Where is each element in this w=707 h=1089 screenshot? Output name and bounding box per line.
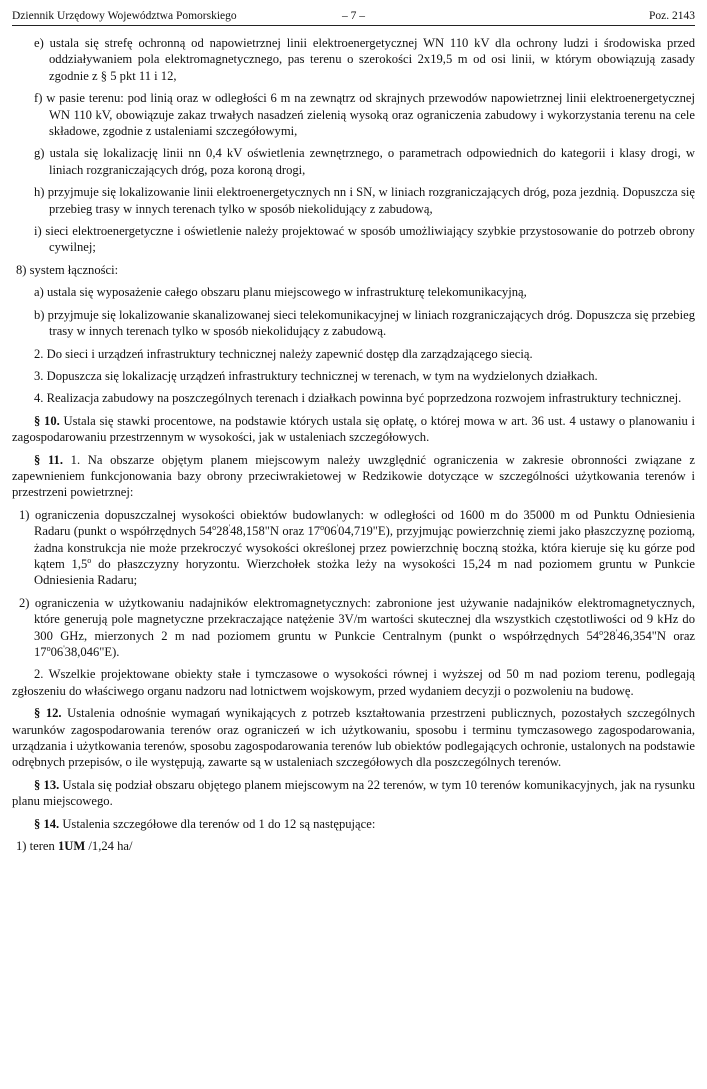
document-body <box>12 35 695 854</box>
list-item: e) ustala się strefę ochronną od napowietrznej linii elektroenergetycznej WN 110 kV dla ochrony ludzi i środowiska przed oddziaływaniem pola elektromagnetycznego, pas terenu o szerokości 2x19,5 m od osi linii, w którym obowiązują zasady zgodnie z § 5 pkt 11 i 12, <box>34 36 695 83</box>
list-item: g) ustala się lokalizację linii nn 0,4 kV oświetlenia zewnętrznego, o parametrach odpowiednich do kategorii i klasy drogi, w liniach rozgraniczających dróg, poza koroną drogi, <box>34 146 695 177</box>
paragraph: 4. Realizacja zabudowy na poszczególnych terenach i działkach powinna być poprzedzona rozwojem infrastruktury technicznej. <box>34 391 682 406</box>
list-item: f) w pasie terenu: pod linią oraz w odległości 6 m na zewnątrz od skrajnych przewodów napowietrznej linii elektroenergetycznej WN 110 kV, obowiązuje zakaz trwałych nasadzeń zielenią wysoką oraz ograniczenia zabudowy i wykorzystania terenu na cele składowe, zgodnie z ustaleniami szczegółowymi, <box>34 91 695 139</box>
list-item-last: 1) teren 1UM /1,24 ha/ <box>16 839 133 854</box>
list-item: i) sieci elektroenergetyczne i oświetlenie należy projektować w sposób umożliwiający szybkie przystosowanie do potrzeb obrony cywilnej; <box>34 224 695 255</box>
page-header <box>12 10 695 26</box>
list-item: h) przyjmuje się lokalizowanie linii elektroenergetycznych nn i SN, w liniach rozgraniczających dróg, poza jezdnią. Dopuszcza się przebieg trasy w innych terenach tylko w sposób niekolidujący z zabudową, <box>34 185 695 216</box>
section-10: § 10. Ustala się stawki procentowe, na podstawie których ustala się opłatę, o której mowa w art. 36 ust. 4 ustawy o planowaniu i zagospodarowaniu przestrzennym w wysokości, jak w ustaleniach szczegółowych. <box>12 413 695 445</box>
list-item-system: 8) system łączności: <box>16 262 119 277</box>
page-number: – 7 – <box>342 10 365 22</box>
paragraph: 3. Dopuszcza się lokalizację urządzeń infrastruktury technicznej w terenach, w tym na wydzielonych działkach. <box>34 368 598 383</box>
section-12: § 12. Ustalenia odnośnie wymagań wynikających z potrzeb kształtowania przestrzeni publicznych, pozostałych szczególnych warunków zagospodarowania terenów oraz ograniczeń w ich użytkowaniu, sposobu i terminu tymczasowego zagospodarowania, urządzania i użytkowania terenów, sposobu zagospodarowania terenów lub obiektów podlegających ochronie, ustalonych na podstawie odrębnych przepisów, o ile występują, zawarte są w ustaleniach szczegółowych dla poszczególnych terenów. <box>12 706 696 770</box>
section-11: § 11. 1. Na obszarze objętym planem miejscowym należy uwzględnić ograniczenia w zakresie obronności związane z zapewnieniem funkcjonowania bazy obrony przeciwrakietowej w Redzikowie dotyczące w szczególności użytkowania terenów i przestrzeni powietrznej: <box>12 452 695 500</box>
section-13: § 13. Ustala się podział obszaru objętego planem miejscowym na 22 terenów, w tym 10 terenów komunikacyjnych, jak na rysunku planu miejscowego. <box>12 777 696 809</box>
journal-title: Dziennik Urzędowy Województwa Pomorskiego <box>12 10 237 22</box>
document-page <box>12 10 695 860</box>
list-item: b) przyjmuje się lokalizowanie skanalizowanej sieci telekomunikacyjnej w liniach rozgraniczających dróg. Dopuszcza się przebieg trasy w innych terenach tylko w sposób niekolidujący z zabudową. <box>34 307 695 339</box>
list-item: 1) ograniczenia dopuszczalnej wysokości obiektów budowlanych: w odległości od 1600 m do 35000 m od Punktu Odniesienia Radaru (punkt o współrzędnych 54$^o$28'48,158"N oraz 17$^o$06'04,719"E), przyjmując powierzchnię ziemi jako płaszczyznę poziomą, żadna konstrukcja nie może przekroczyć wysokości określonej przez powierzchnię boczną stożka, która kieruje się ku górze pod kątem 1,5$^o$ do płaszczyzny horyzontu. Wierzchołek stożka leży na wysokości 15,24 m nad poziomem gruntu w Punkcie Odniesienia Radaru; <box>19 507 695 588</box>
paragraph: 2. Do sieci i urządzeń infrastruktury technicznej należy zapewnić dostęp dla zarządzającego siecią. <box>34 346 533 361</box>
paragraph: 2. Wszelkie projektowane obiekty stałe i tymczasowe o wysokości równej i wyższej od 50 m nad poziom terenu, podlegają zgłoszeniu do właściwego organu nadzoru nad lotnictwem wojskowym, przed wydaniem decyzji o pozwoleniu na budowę. <box>12 667 695 698</box>
position-number: Poz. 2143 <box>649 10 695 22</box>
list-item: a) ustala się wyposażenie całego obszaru planu miejscowego w infrastrukturę telekomunikacyjną, <box>34 285 527 300</box>
list-item: 2) ograniczenia w użytkowaniu nadajników elektromagnetycznych: zabronione jest używanie nadajników elektromagnetycznych, które generują pole magnetyczne przekraczające natężenie 3V/m wartości skutecznej dla wszystkich częstotliwości od 9 kHz do 300 GHz, mierzonych 2 m nad poziomem gruntu w Punkcie Centralnym (punkt o współrzędnych 54$^o$28'46,354"N oraz 17$^o$06'38,046"E). <box>19 595 696 659</box>
section-14: § 14. Ustalenia szczegółowe dla terenów od 1 do 12 są następujące: <box>34 816 376 831</box>
